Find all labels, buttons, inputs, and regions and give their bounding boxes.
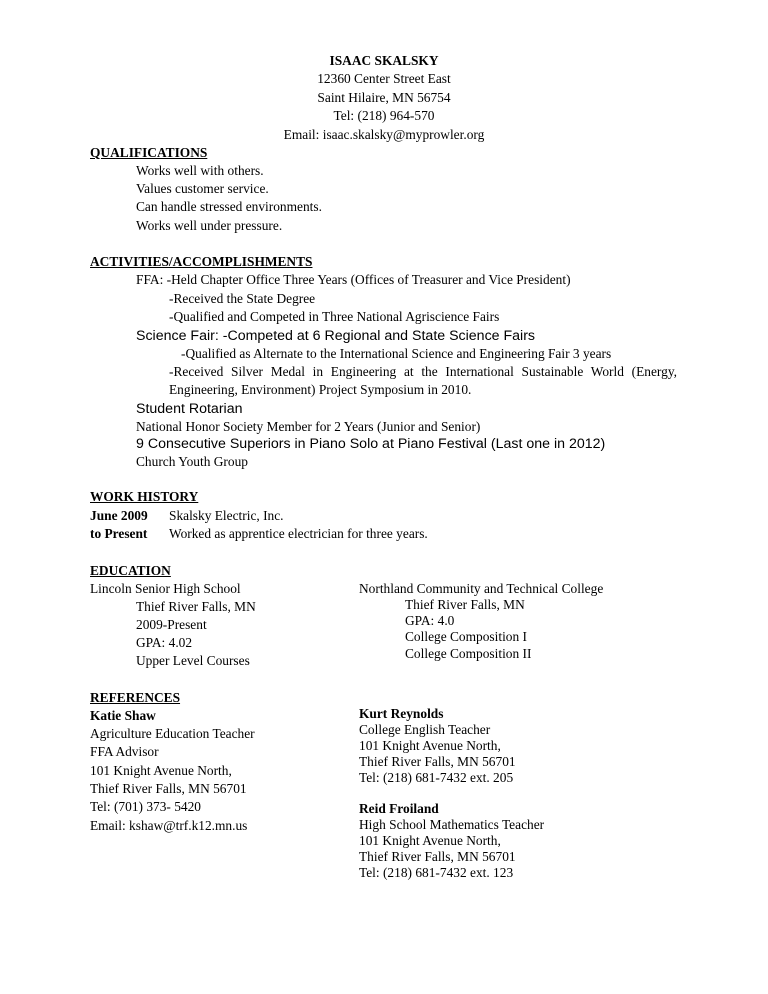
work-history-heading: WORK HISTORY bbox=[90, 489, 199, 504]
qualification-item: Values customer service. bbox=[136, 181, 269, 196]
resume-name: ISAAC SKALSKY bbox=[329, 53, 439, 68]
college-detail: College Composition I bbox=[405, 629, 527, 644]
reference-detail: Tel: (701) 373- 5420 bbox=[90, 799, 202, 814]
reference-detail: Tel: (218) 681-7432 ext. 123 bbox=[359, 865, 514, 880]
reference-detail: Agriculture Education Teacher bbox=[90, 726, 255, 741]
reference-detail: Email: kshaw@trf.k12.mn.us bbox=[90, 818, 248, 833]
reference-detail: Thief River Falls, MN 56701 bbox=[359, 849, 516, 864]
science-fair-line: -Qualified as Alternate to the International Science and Engineering Fair 3 years bbox=[181, 346, 612, 361]
reference-name: Kurt Reynolds bbox=[359, 706, 444, 721]
qualifications-heading: QUALIFICATIONS bbox=[90, 145, 208, 160]
reference-detail: 101 Knight Avenue North, bbox=[359, 833, 501, 848]
address-line-1: 12360 Center Street East bbox=[317, 71, 451, 86]
qualification-item: Can handle stressed environments. bbox=[136, 199, 322, 214]
reference-detail: College English Teacher bbox=[359, 722, 491, 737]
reference-name: Katie Shaw bbox=[90, 708, 156, 723]
piano-festival: 9 Consecutive Superiors in Piano Solo at Piano Festival (Last one in 2012) bbox=[136, 436, 606, 452]
education-heading: EDUCATION bbox=[90, 563, 171, 578]
college-detail: College Composition II bbox=[405, 646, 532, 661]
reference-detail: FFA Advisor bbox=[90, 744, 159, 759]
email: Email: isaac.skalsky@myprowler.org bbox=[283, 127, 485, 142]
telephone: Tel: (218) 964-570 bbox=[333, 108, 435, 123]
work-date-end: to Present bbox=[90, 526, 148, 541]
school-detail: GPA: 4.02 bbox=[136, 635, 193, 650]
school-name: Lincoln Senior High School bbox=[90, 581, 241, 596]
college-detail: GPA: 4.0 bbox=[405, 613, 455, 628]
reference-detail: Thief River Falls, MN 56701 bbox=[359, 754, 516, 769]
qualification-item: Works well under pressure. bbox=[136, 218, 283, 233]
employer: Skalsky Electric, Inc. bbox=[169, 508, 284, 523]
church-youth-group: Church Youth Group bbox=[136, 454, 248, 469]
references-heading: REFERENCES bbox=[90, 690, 181, 705]
science-fair-line: Science Fair: -Competed at 6 Regional and State Science Fairs bbox=[136, 328, 536, 344]
reference-name: Reid Froiland bbox=[359, 801, 439, 816]
address-line-2: Saint Hilaire, MN 56754 bbox=[317, 90, 451, 105]
reference-detail: 101 Knight Avenue North, bbox=[359, 738, 501, 753]
qualification-item: Works well with others. bbox=[136, 163, 264, 178]
job-description: Worked as apprentice electrician for three years. bbox=[169, 526, 428, 541]
reference-detail: 101 Knight Avenue North, bbox=[90, 763, 232, 778]
school-detail: Thief River Falls, MN bbox=[136, 599, 256, 614]
student-rotarian: Student Rotarian bbox=[136, 401, 243, 417]
school-detail: Upper Level Courses bbox=[136, 653, 250, 668]
college-detail: Thief River Falls, MN bbox=[405, 597, 525, 612]
reference-detail: Tel: (218) 681-7432 ext. 205 bbox=[359, 770, 514, 785]
school-detail: 2009-Present bbox=[136, 617, 207, 632]
ffa-line: FFA: -Held Chapter Office Three Years (Offices of Treasurer and Vice President) bbox=[136, 272, 571, 287]
reference-detail: Thief River Falls, MN 56701 bbox=[90, 781, 247, 796]
ffa-line: -Received the State Degree bbox=[169, 291, 316, 306]
honor-society: National Honor Society Member for 2 Years (Junior and Senior) bbox=[136, 419, 481, 434]
college-name: Northland Community and Technical College bbox=[359, 581, 604, 596]
ffa-line: -Qualified and Competed in Three National Agriscience Fairs bbox=[169, 309, 500, 324]
reference-detail: High School Mathematics Teacher bbox=[359, 817, 545, 832]
work-date-start: June 2009 bbox=[90, 508, 148, 523]
science-fair-line: -Received Silver Medal in Engineering at the International Sustainable World (Energy, Engineering, Environment) Project Symposium in 2010. bbox=[169, 364, 677, 397]
activities-heading: ACTIVITIES/ACCOMPLISHMENTS bbox=[90, 254, 313, 269]
